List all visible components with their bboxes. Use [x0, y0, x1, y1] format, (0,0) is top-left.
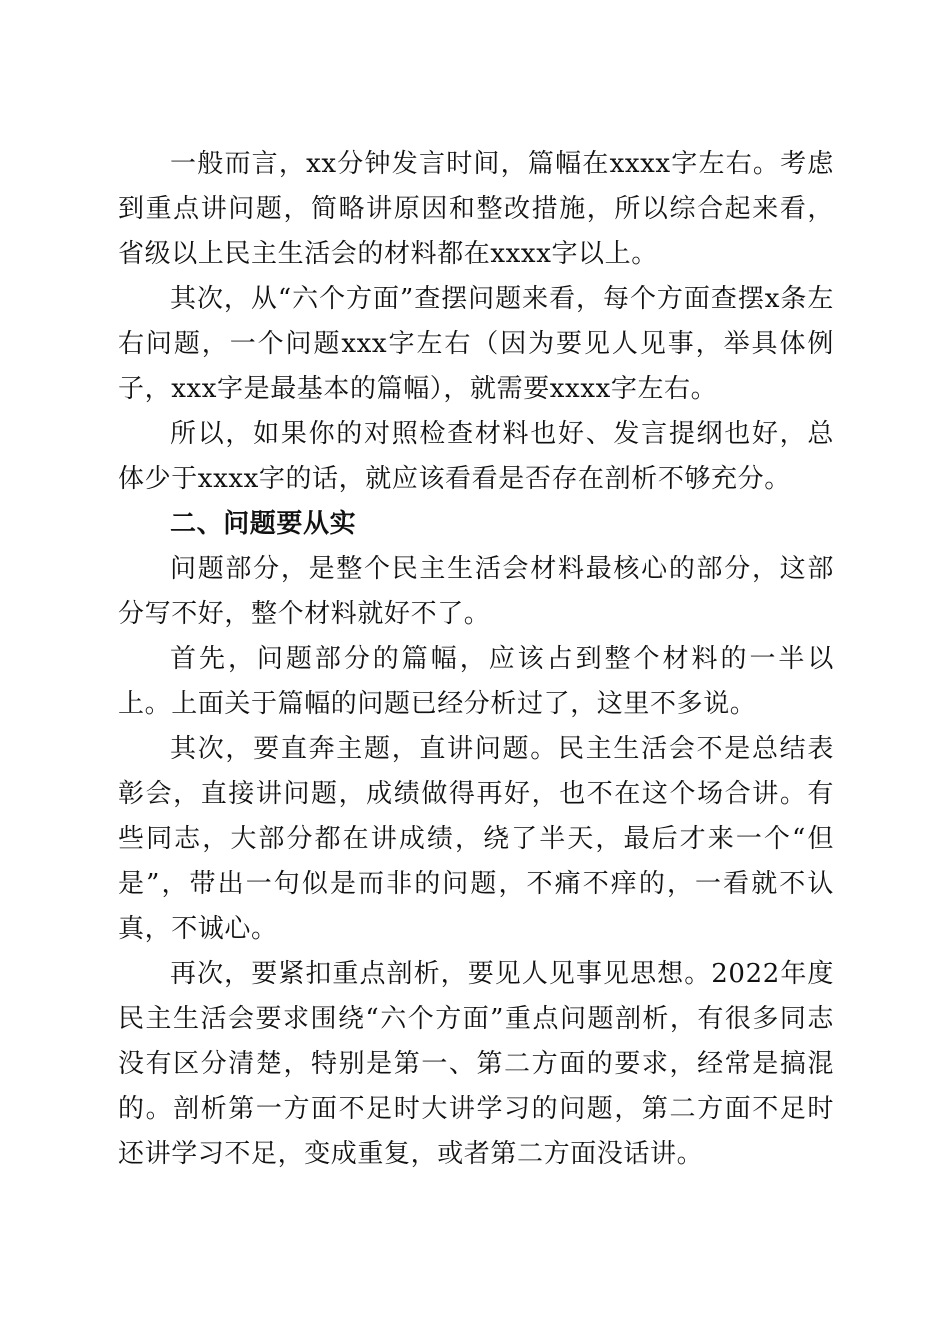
section-heading: 二、问题要从实: [170, 509, 357, 539]
paragraph: 首先，问题部分的篇幅，应该占到整个材料的一半以上。上面关于篇幅的问题已经分析过了，这里不多说。: [118, 644, 834, 719]
document-body: [118, 142, 834, 1177]
paragraph: 问题部分，是整个民主生活会材料最核心的部分，这部分写不好，整个材料就好不了。: [118, 554, 834, 629]
paragraph: 其次，从“六个方面”查摆问题来看，每个方面查摆x条左右问题，一个问题xxx字左右（因为要见人见事，举具体例子，xxx字是最基本的篇幅），就需要xxxx字左右。: [118, 284, 834, 404]
paragraph: 一般而言，xx分钟发言时间，篇幅在xxxx字左右。考虑到重点讲问题，简略讲原因和整改措施，所以综合起来看，省级以上民主生活会的材料都在xxxx字以上。: [118, 149, 834, 269]
paragraph: 其次，要直奔主题，直讲问题。民主生活会不是总结表彰会，直接讲问题，成绩做得再好，也不在这个场合讲。有些同志，大部分都在讲成绩，绕了半天，最后才来一个“但是”，带出一句似是而非的问题，不痛不痒的，一看就不认真，不诚心。: [118, 734, 834, 944]
paragraph: 所以，如果你的对照检查材料也好、发言提纲也好，总体少于xxxx字的话，就应该看看是否存在剖析不够充分。: [118, 419, 834, 494]
paragraph: 再次，要紧扣重点剖析，要见人见事见思想。2022年度民主生活会要求围绕“六个方面”重点问题剖析，有很多同志没有区分清楚，特别是第一、第二方面的要求，经常是搞混的。剖析第一方面不足时大讲学习的问题，第二方面不足时还讲学习不足，变成重复，或者第二方面没话讲。: [118, 959, 834, 1169]
